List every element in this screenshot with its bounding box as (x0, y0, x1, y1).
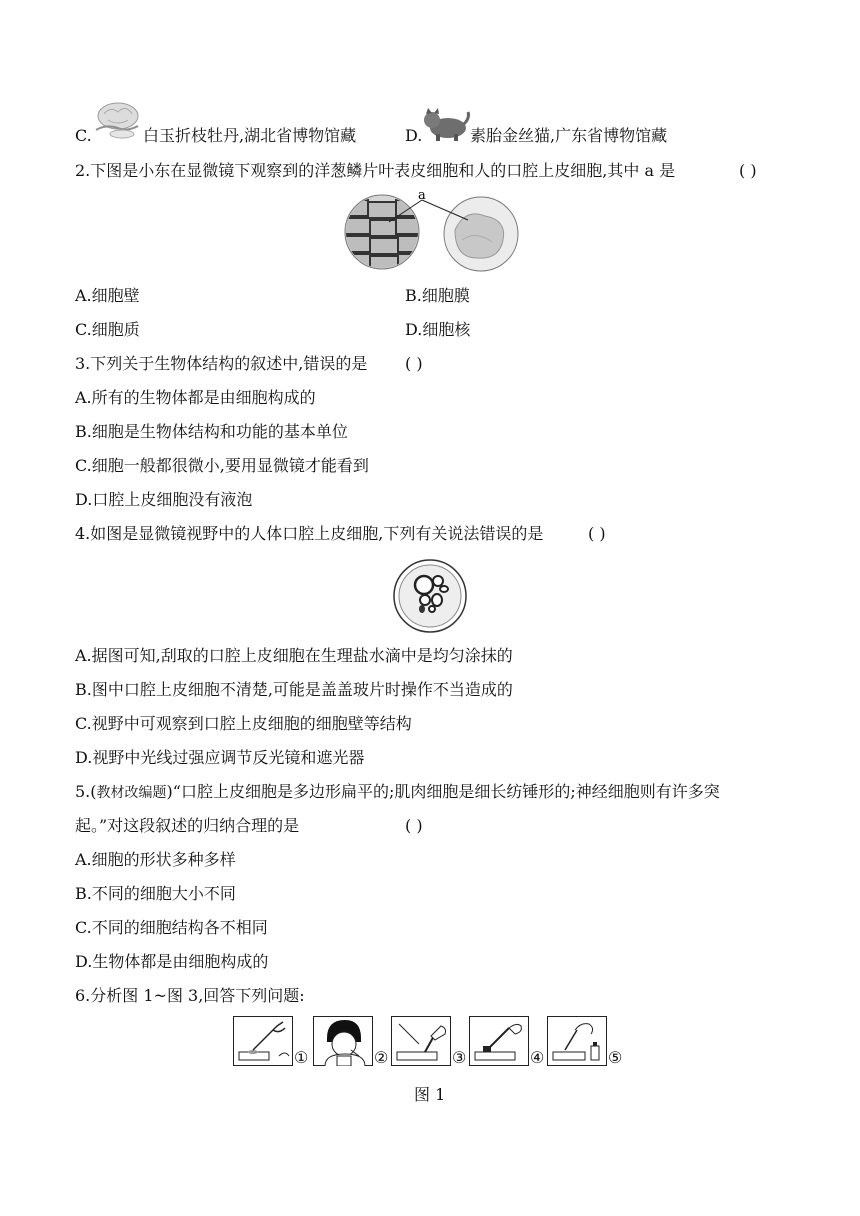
q3-stem: 3.下列关于生物体结构的叙述中,错误的是 (75, 354, 368, 373)
q2-option-c: C.细胞质 (75, 320, 140, 339)
jade-peony-image (92, 100, 142, 140)
q4-option-a: A.据图可知,刮取的口腔上皮细胞在生理盐水滴中是均匀涂抹的 (75, 646, 513, 665)
q4-answer-paren: ( ) (588, 524, 606, 543)
q5-option-a: A.细胞的形状多种多样 (75, 850, 236, 869)
q3-answer-paren: ( ) (405, 354, 423, 373)
q5-source-tag: 教材改编题 (96, 785, 167, 801)
porcelain-cat-image (420, 106, 470, 142)
q1-option-d-letter: D. (405, 126, 423, 145)
q4-option-c: C.视野中可观察到口腔上皮细胞的细胞壁等结构 (75, 714, 412, 733)
step-1-image (233, 1016, 293, 1066)
q2-option-b: B.细胞膜 (405, 286, 470, 305)
q3-option-a: A.所有的生物体都是由细胞构成的 (75, 388, 316, 407)
q1-option-c-letter: C. (75, 126, 92, 145)
q2-cells-figure (340, 190, 525, 276)
q5-stem-text-1: )“口腔上皮细胞是多边形扁平的;肌肉细胞是细长纺锤形的;神经细胞则有许多突 (166, 782, 720, 801)
step-3-number: ③ (452, 1048, 467, 1067)
q2-answer-paren: ( ) (739, 161, 757, 180)
q5-stem-line-1 (75, 782, 720, 803)
q6-procedure-figure (233, 1016, 633, 1068)
q2-option-a: A.细胞壁 (75, 286, 140, 305)
q2-stem: 2.下图是小东在显微镜下观察到的洋葱鳞片叶表皮细胞和人的口腔上皮细胞,其中 a 是 (75, 161, 676, 180)
q2-option-d: D.细胞核 (405, 320, 471, 339)
q4-option-d: D.视野中光线过强应调节反光镜和遮光器 (75, 748, 365, 767)
q5-stem-line-2: 起。”对这段叙述的归纳合理的是 (75, 816, 300, 835)
step-5-number: ⑤ (608, 1048, 623, 1067)
step-2-number: ② (374, 1048, 389, 1067)
q3-option-b: B.细胞是生物体结构和功能的基本单位 (75, 422, 348, 441)
q4-stem: 4.如图是显微镜视野中的人体口腔上皮细胞,下列有关说法错误的是 (75, 524, 544, 543)
q5-prefix: 5.( (75, 782, 97, 801)
q1-option-d-text: 素胎金丝猫,广东省博物馆藏 (470, 126, 668, 145)
q5-answer-paren: ( ) (405, 816, 423, 835)
q3-option-c: C.细胞一般都很微小,要用显微镜才能看到 (75, 456, 369, 475)
q4-microscope-field-figure (392, 558, 468, 634)
step-1-number: ① (294, 1048, 309, 1067)
figure-1-caption: 图 1 (414, 1085, 446, 1104)
q6-stem: 6.分析图 1~图 3,回答下列问题: (75, 986, 305, 1005)
q5-option-d: D.生物体都是由细胞构成的 (75, 952, 269, 971)
step-4-image (469, 1016, 529, 1066)
step-4-number: ④ (530, 1048, 545, 1067)
q4-option-b: B.图中口腔上皮细胞不清楚,可能是盖盖玻片时操作不当造成的 (75, 680, 513, 699)
step-3-image (391, 1016, 451, 1066)
step-5-image (547, 1016, 607, 1066)
q1-option-c-text: 白玉折枝牡丹,湖北省博物馆藏 (143, 126, 357, 145)
step-2-image (313, 1016, 373, 1066)
q5-option-c: C.不同的细胞结构各不相同 (75, 918, 268, 937)
q3-option-d: D.口腔上皮细胞没有液泡 (75, 490, 253, 509)
q5-option-b: B.不同的细胞大小不同 (75, 884, 236, 903)
q2-figure-label-a: a (418, 190, 426, 203)
